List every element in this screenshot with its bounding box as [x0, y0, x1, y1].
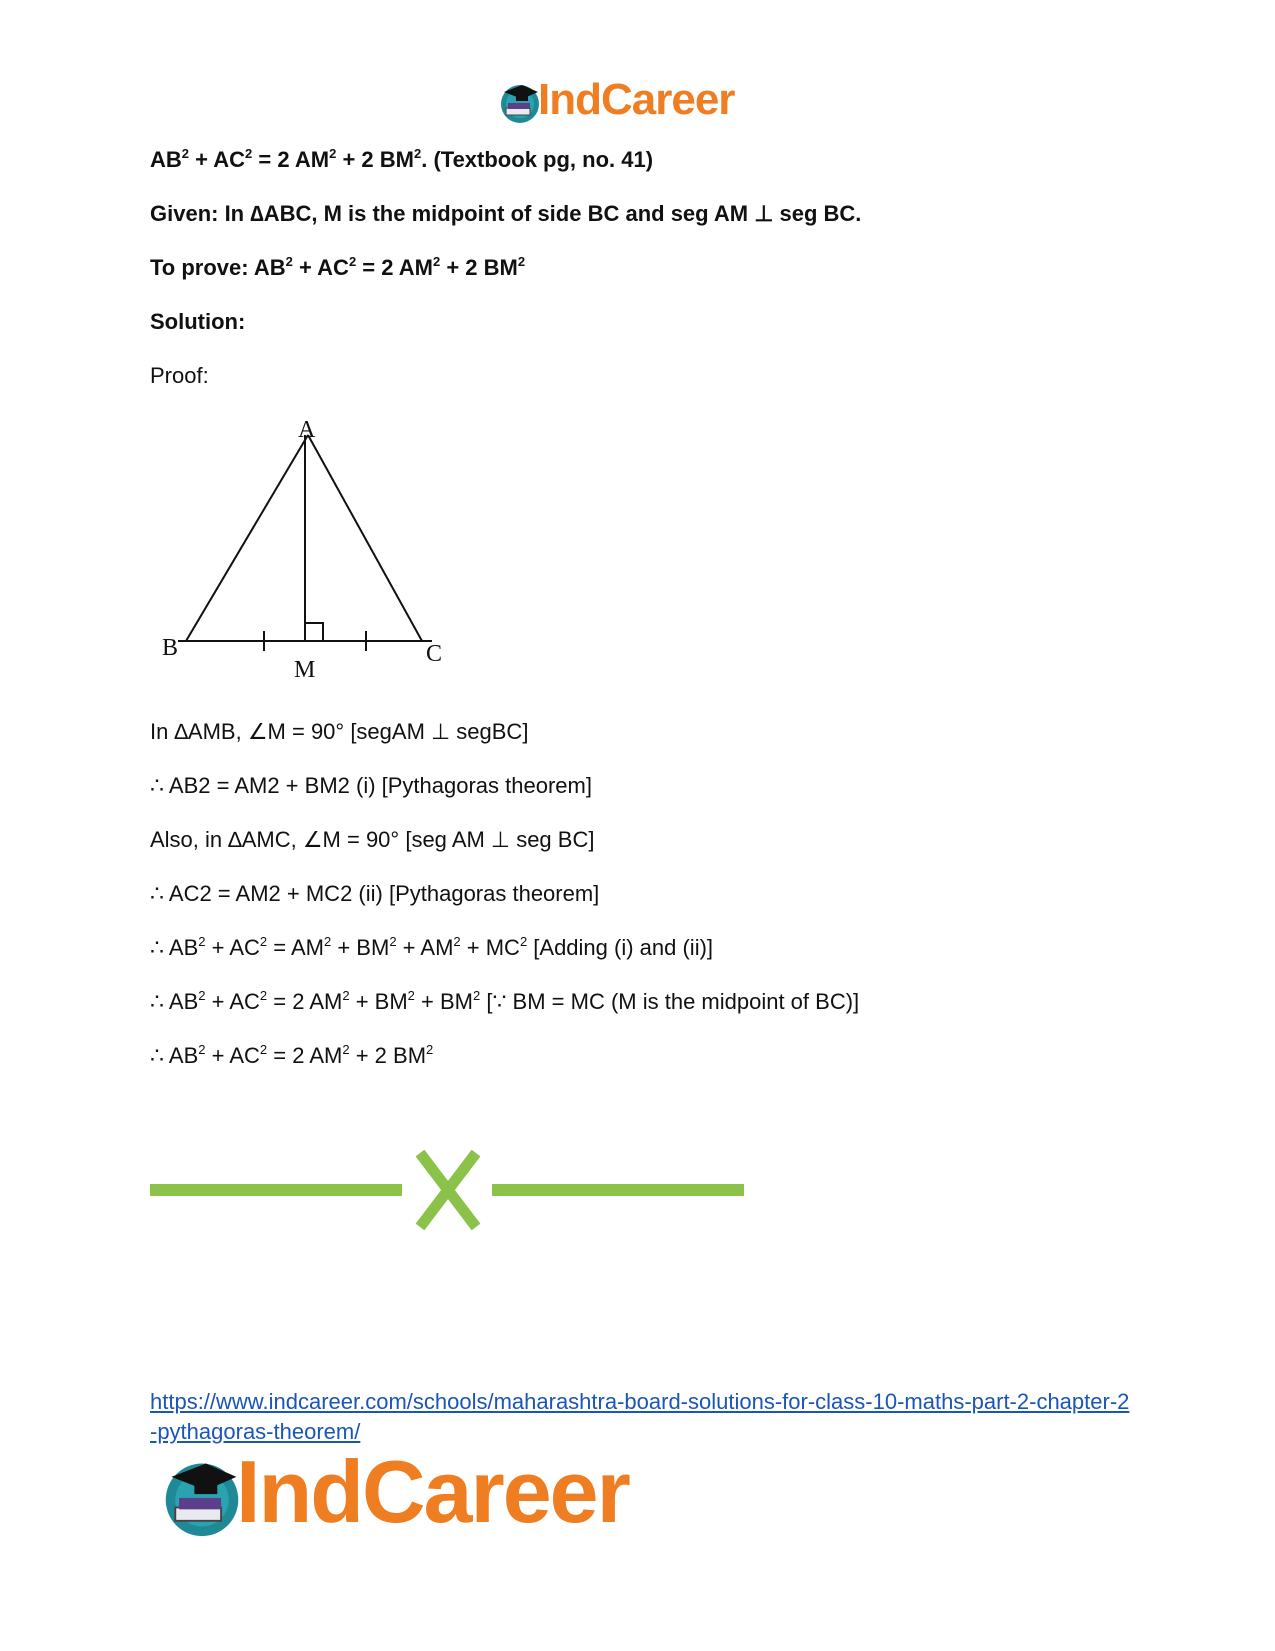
vertex-label-c: C [426, 641, 443, 667]
brand-wordmark: IndCareer [538, 75, 735, 124]
solution-heading: Solution: [150, 309, 246, 334]
triangle-figure [150, 415, 450, 685]
given-text: Given: In ∆ABC, M is the midpoint of side BC and seg AM ⊥ seg BC. [150, 201, 862, 226]
proof-label: Proof: [150, 363, 209, 388]
section-divider [150, 1150, 750, 1230]
point-label-m: M [294, 657, 316, 683]
footer-logo[interactable] [160, 1442, 720, 1548]
graduation-globe-icon [498, 80, 542, 124]
brand-wordmark: IndCareer [236, 1442, 629, 1541]
right-angle-mark [305, 623, 323, 641]
graduation-globe-icon [160, 1454, 244, 1538]
step-4: ∴ AC2 = AM2 + MC2 (ii) [Pythagoras theorem] [150, 881, 600, 906]
side-ac [308, 435, 422, 641]
step-6: ∴ $AB^2 + AC^2 = 2$ $AM^2 + BM^2 + BM^2$ [∵ BM = MC (M is the midpoint of BC)] [150, 988, 860, 1014]
theorem-statement: $AB^2 + AC^2 = 2$ $AM^2 + 2$ $BM^2$. (Textbook pg, no. 41) [150, 146, 654, 172]
step-2: ∴ AB2 = AM2 + BM2 (i) [Pythagoras theorem] [150, 773, 592, 798]
side-ab [186, 435, 308, 641]
step-1: In ∆AMB, ∠M = 90° [segAM ⊥ segBC] [150, 719, 529, 744]
vertex-label-b: B [162, 635, 179, 661]
step-5: ∴ $AB^2 + AC^2 = AM^2 + BM^2 + AM^2 + MC^2$ [Adding (i) and (ii)] [150, 934, 714, 960]
source-link[interactable]: https://www.indcareer.com/schools/maharashtra-board-solutions-for-class-10-maths-part-2-chapter-2-pythagoras-theorem/ [150, 1389, 1130, 1444]
step-7: ∴ $AB^2 + AC^2 = 2$ $AM^2 + 2$ $BM^2$ [150, 1042, 434, 1068]
to-prove-text: To prove: $AB^2 + AC^2 = 2$ $AM^2 + 2$ $BM^2$ [150, 254, 526, 280]
vertex-label-a: A [298, 417, 316, 443]
step-3: Also, in ∆AMC, ∠M = 90° [seg AM ⊥ seg BC] [150, 827, 595, 852]
